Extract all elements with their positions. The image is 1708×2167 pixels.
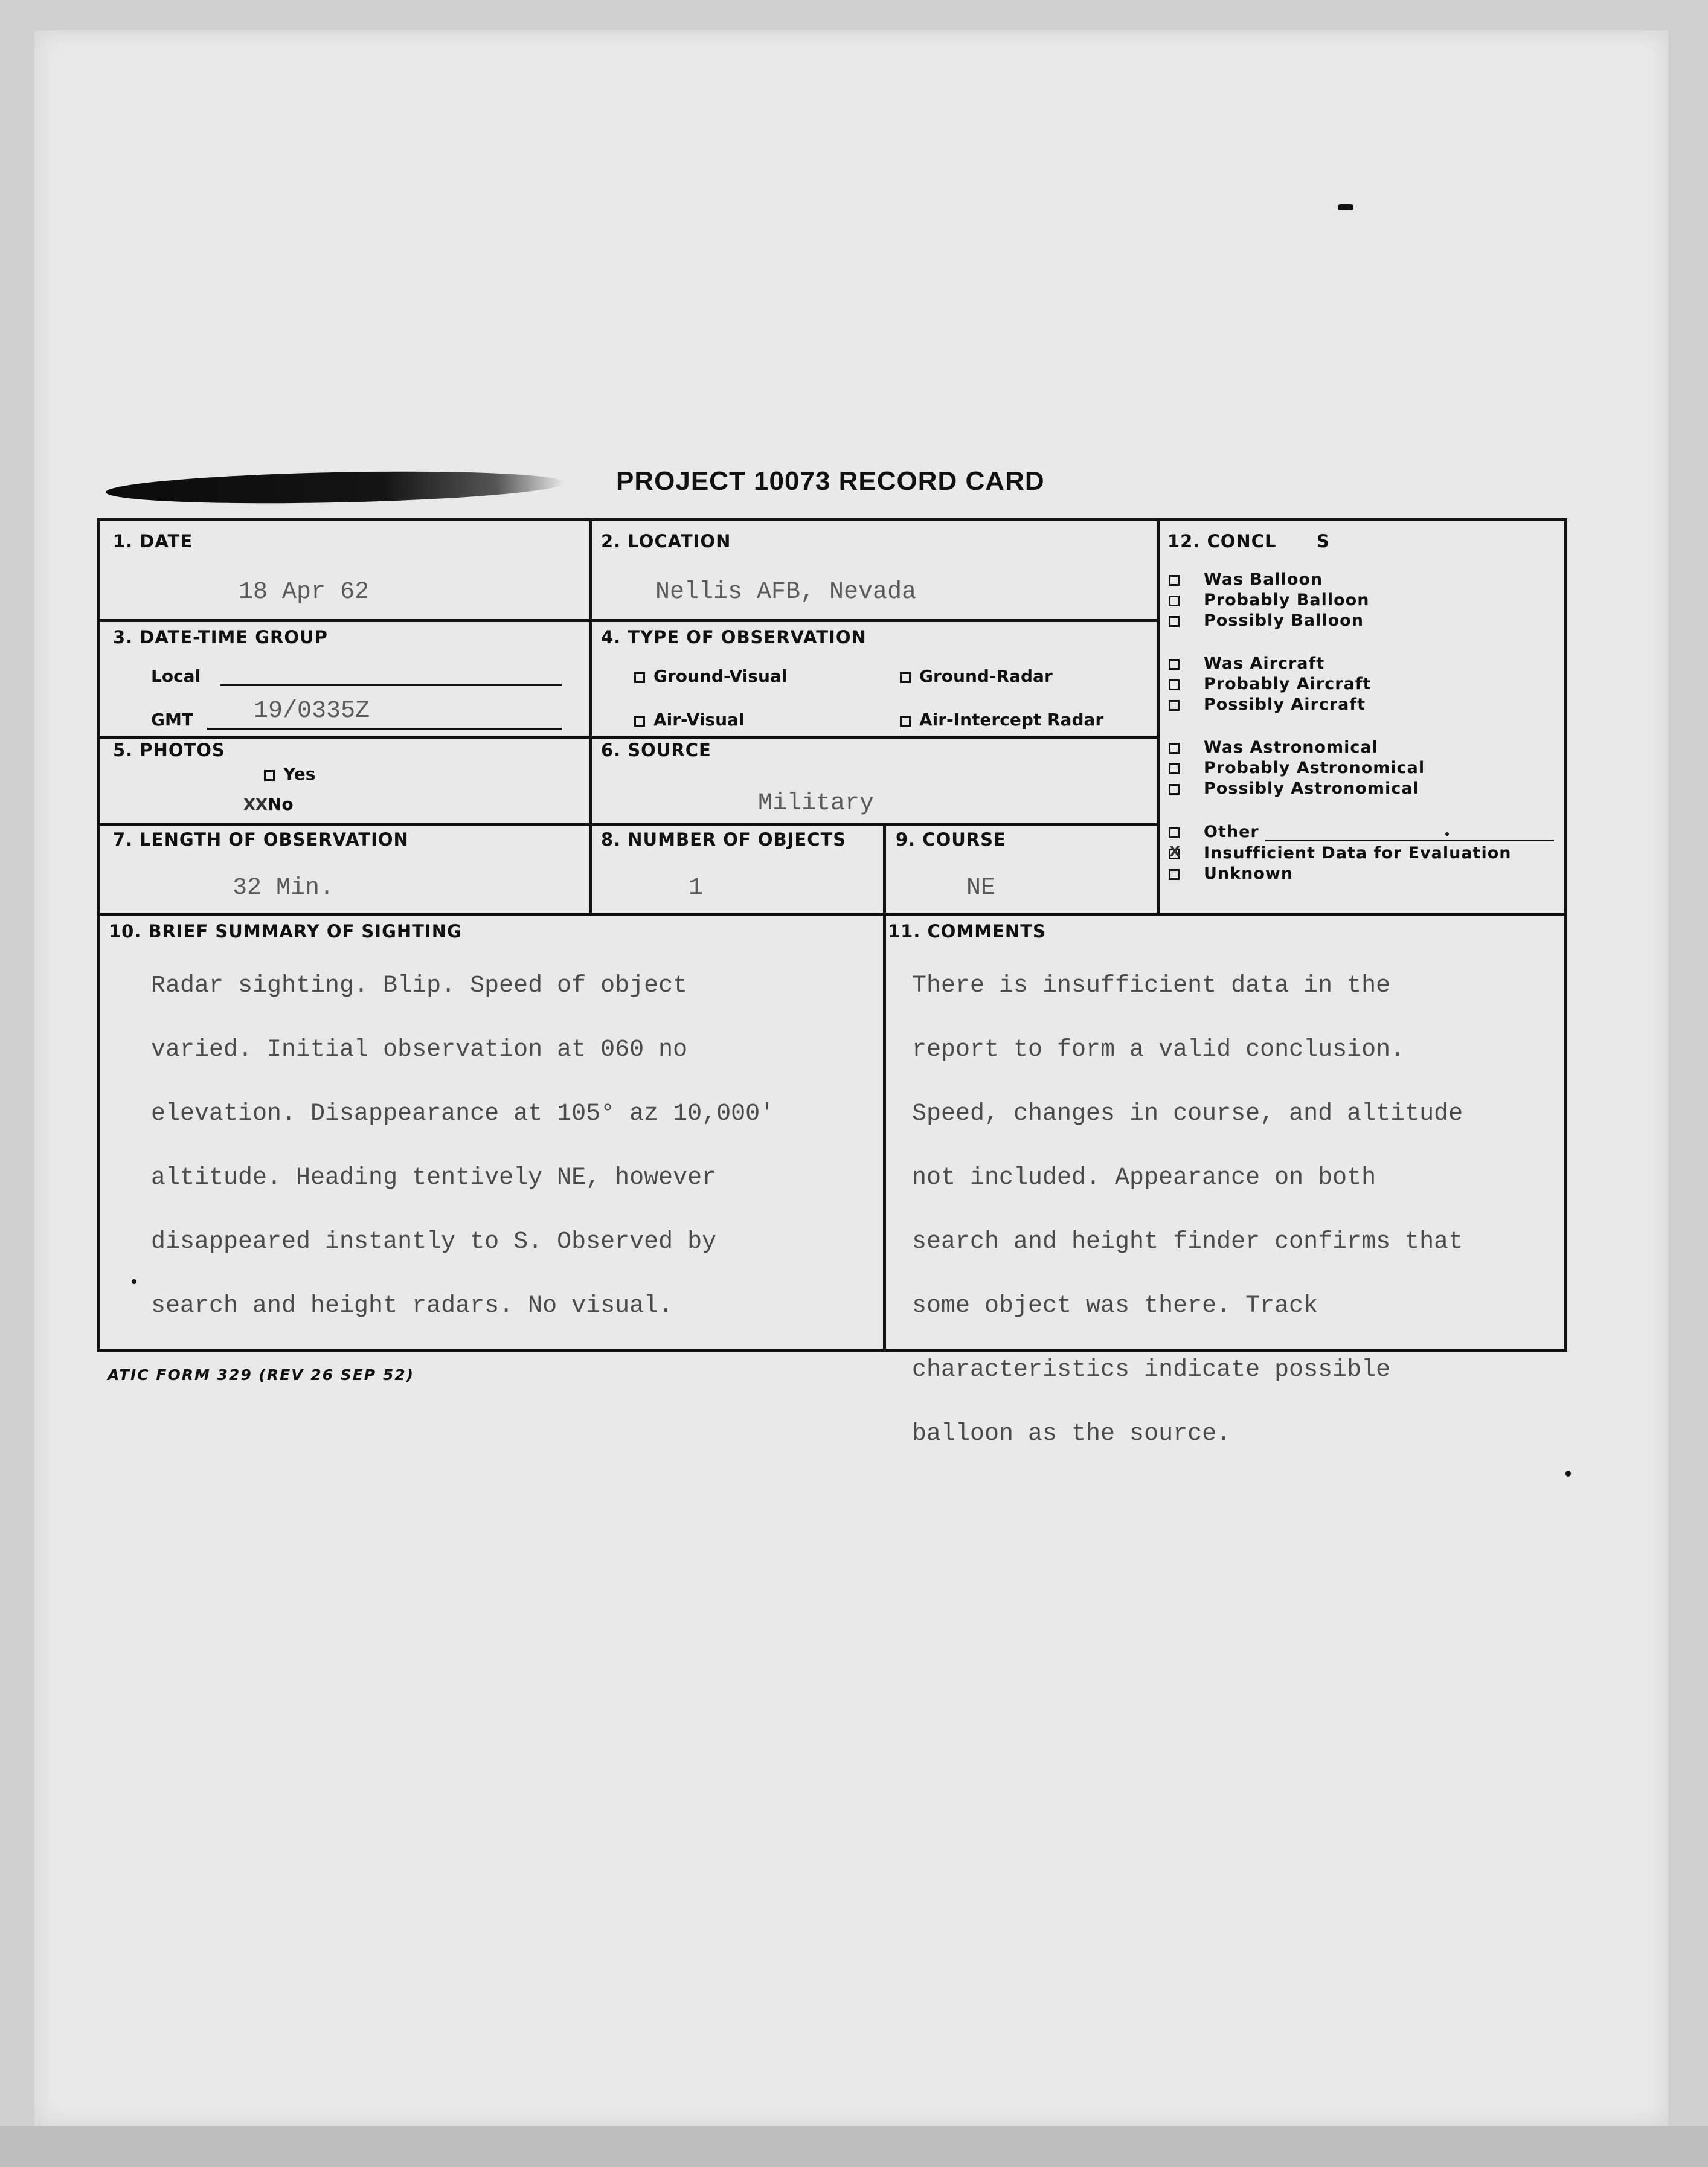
length-value: 32 Min. xyxy=(233,875,335,902)
conclusion-was-astronomical: Was Astronomical xyxy=(1169,738,1378,757)
conclusion-probably-astronomical: Probably Astronomical xyxy=(1169,759,1425,777)
comments-line: not included. Appearance on both xyxy=(912,1164,1376,1192)
summary-line: varied. Initial observation at 060 no xyxy=(151,1036,688,1064)
comments-line: Speed, changes in course, and altitude xyxy=(912,1100,1463,1128)
checkbox-icon xyxy=(1169,616,1180,627)
option-ground-radar: Ground-Radar xyxy=(900,666,1053,686)
photos-label: 5. PHOTOS xyxy=(113,740,225,760)
checkbox-icon xyxy=(900,716,911,727)
course-label: 9. COURSE xyxy=(896,829,1006,850)
conclusion-possibly-aircraft: Possibly Aircraft xyxy=(1169,695,1366,714)
checkbox-icon xyxy=(634,672,645,683)
conclusion-was-balloon: Was Balloon xyxy=(1169,570,1323,589)
checkbox-icon xyxy=(264,770,275,781)
conclusion-other: Other xyxy=(1169,823,1259,841)
card-title: PROJECT 10073 RECORD CARD xyxy=(616,466,1045,496)
gmt-label: GMT xyxy=(151,710,193,730)
comments-line: balloon as the source. xyxy=(912,1421,1231,1448)
location-label: 2. LOCATION xyxy=(601,531,731,551)
summary-line: Radar sighting. Blip. Speed of object xyxy=(151,972,688,1000)
observation-type-label: 4. TYPE OF OBSERVATION xyxy=(601,627,867,647)
summary-text xyxy=(151,938,774,1354)
comments-line: some object was there. Track xyxy=(912,1292,1318,1320)
summary-line: elevation. Disappearance at 105° az 10,000' xyxy=(151,1100,775,1128)
conclusion-possibly-astronomical: Possibly Astronomical xyxy=(1169,779,1419,798)
photos-no: XXNo xyxy=(243,794,294,814)
conclusion-was-aircraft: Was Aircraft xyxy=(1169,654,1324,673)
comments-text xyxy=(912,938,1463,1482)
conclusions-label: 12. CONCL S xyxy=(1167,531,1330,551)
date-value: 18 Apr 62 xyxy=(239,579,370,606)
checkbox-icon xyxy=(1169,827,1180,838)
option-ground-visual: Ground-Visual xyxy=(634,666,787,686)
objects-label: 8. NUMBER OF OBJECTS xyxy=(601,829,847,850)
objects-value: 1 xyxy=(689,875,704,902)
checkbox-icon xyxy=(1169,763,1180,774)
scan-speck xyxy=(1338,204,1353,210)
checkbox-icon xyxy=(1169,869,1180,880)
option-air-intercept-radar: Air-Intercept Radar xyxy=(900,710,1103,730)
checkbox-icon xyxy=(1169,784,1180,795)
checkbox-icon xyxy=(1169,679,1180,690)
conclusion-probably-balloon: Probably Balloon xyxy=(1169,591,1369,609)
source-label: 6. SOURCE xyxy=(601,740,711,760)
summary-label: 10. BRIEF SUMMARY OF SIGHTING xyxy=(109,921,462,942)
other-underline xyxy=(1265,840,1554,841)
scan-bottom-edge xyxy=(0,2126,1708,2167)
checkbox-icon xyxy=(1169,843,1181,860)
location-value: Nellis AFB, Nevada xyxy=(655,579,917,606)
comments-label: 11. COMMENTS xyxy=(888,921,1046,942)
checkbox-icon xyxy=(1169,596,1180,606)
conclusion-unknown: Unknown xyxy=(1169,864,1293,883)
gmt-underline xyxy=(207,728,562,730)
summary-line: search and height radars. No visual. xyxy=(151,1292,673,1320)
checkbox-icon xyxy=(1169,743,1180,754)
photos-yes: Yes xyxy=(264,764,315,784)
comments-line: There is insufficient data in the xyxy=(912,972,1391,1000)
checkbox-icon xyxy=(634,716,645,727)
length-label: 7. LENGTH OF OBSERVATION xyxy=(113,829,409,850)
local-underline xyxy=(220,684,562,686)
option-air-visual: Air-Visual xyxy=(634,710,745,730)
summary-line: disappeared instantly to S. Observed by xyxy=(151,1228,717,1256)
divider xyxy=(1157,521,1160,913)
checkbox-icon xyxy=(1169,575,1180,586)
gmt-value: 19/0335Z xyxy=(254,698,370,725)
source-value: Military xyxy=(758,790,875,817)
date-time-group-label: 3. DATE-TIME GROUP xyxy=(113,627,328,647)
comments-line: search and height finder confirms that xyxy=(912,1228,1463,1256)
checkbox-icon xyxy=(900,672,911,683)
summary-line: altitude. Heading tentively NE, however xyxy=(151,1164,717,1192)
scan-speck xyxy=(1565,1471,1571,1477)
conclusion-insufficient-data: X Insufficient Data for Evaluation xyxy=(1169,843,1512,862)
local-label: Local xyxy=(151,666,201,686)
comments-line: characteristics indicate possible xyxy=(912,1356,1391,1384)
divider xyxy=(100,913,1564,916)
conclusion-possibly-balloon: Possibly Balloon xyxy=(1169,611,1364,630)
form-footer: ATIC FORM 329 (REV 26 SEP 52) xyxy=(108,1366,415,1384)
date-label: 1. DATE xyxy=(113,531,193,551)
course-value: NE xyxy=(966,875,996,902)
divider xyxy=(883,826,886,1352)
divider xyxy=(100,619,1157,622)
divider xyxy=(100,736,1157,739)
typed-x-mark: XX xyxy=(243,796,268,814)
comments-line: report to form a valid conclusion. xyxy=(912,1036,1405,1064)
divider xyxy=(589,521,592,913)
check-x-mark: X xyxy=(1169,843,1181,860)
checkbox-icon xyxy=(1169,659,1180,670)
divider xyxy=(100,823,1157,826)
checkbox-icon xyxy=(1169,700,1180,711)
conclusion-probably-aircraft: Probably Aircraft xyxy=(1169,675,1371,693)
